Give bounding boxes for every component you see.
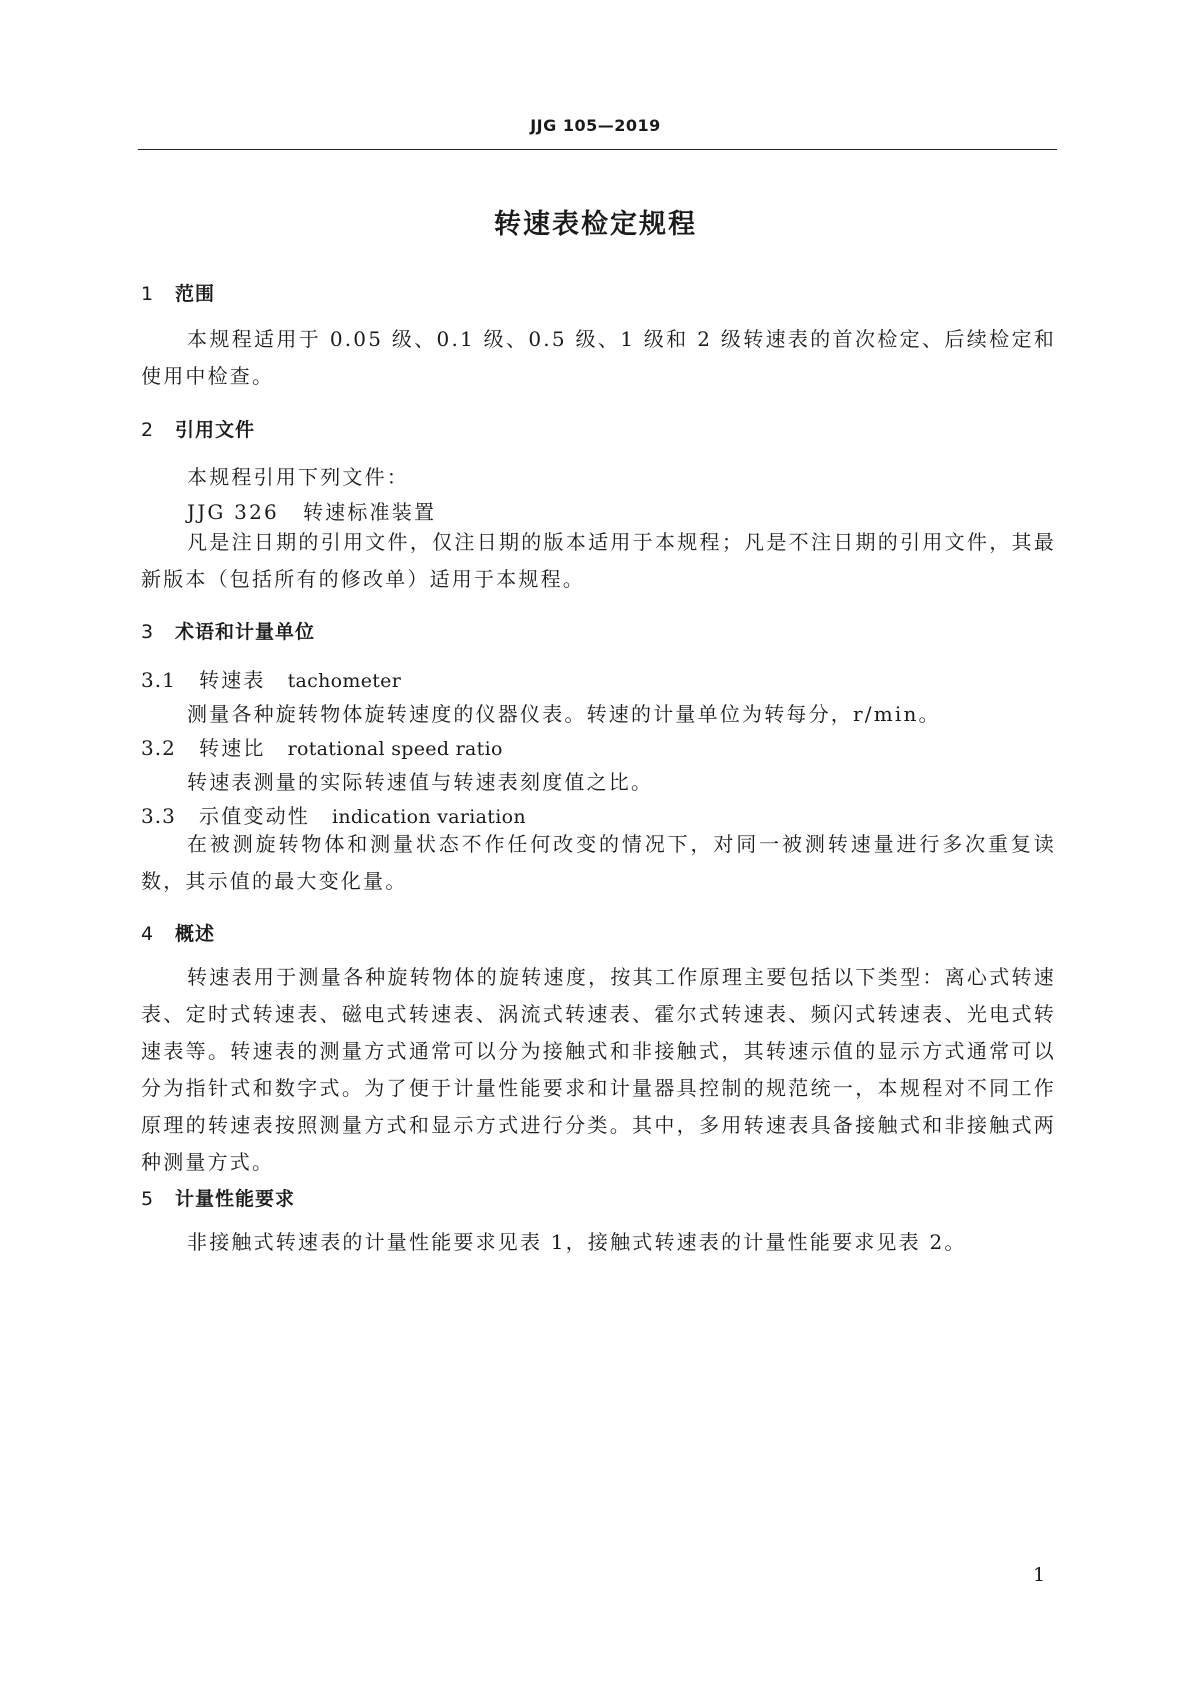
section-number: 4	[141, 923, 155, 945]
term-tachometer	[141, 664, 401, 693]
section-title: 计量性能要求	[175, 1188, 296, 1210]
section-2-heading	[141, 415, 255, 442]
section-title: 术语和计量单位	[175, 621, 316, 643]
document-title: 转速表检定规程	[494, 209, 697, 240]
section-3-heading	[141, 617, 315, 644]
term-definition: 转速表测量的实际转速值与转速表刻度值之比。	[187, 770, 654, 794]
term-number: 3.1	[141, 668, 176, 692]
reference-code: JJG 326	[187, 500, 279, 524]
reference-entry	[187, 496, 436, 525]
term-speed-ratio	[141, 732, 503, 761]
section-number: 1	[141, 283, 155, 305]
term-number: 3.3	[141, 804, 176, 828]
page-header-standard-code: JJG 105—2019	[530, 116, 661, 135]
page-number: 1	[1033, 1564, 1046, 1586]
section-title: 范围	[175, 283, 216, 305]
term-en: indication variation	[332, 806, 526, 828]
section-4-heading	[141, 919, 215, 946]
term-zh: 转速表	[199, 668, 266, 692]
term-en: rotational speed ratio	[287, 738, 503, 760]
section-1-paragraph: 本规程适用于 0.05 级、0.1 级、0.5 级、1 级和 2 级转速表的首次检定、后续检定和使用中检查。	[141, 327, 1056, 388]
header-divider	[138, 149, 1057, 150]
term-en: tachometer	[287, 670, 402, 692]
section-1-heading	[141, 279, 215, 306]
term-definition: 测量各种旋转物体旋转速度的仪器仪表。转速的计量单位为转每分，r/min。	[187, 702, 941, 726]
section-5-heading	[141, 1184, 295, 1211]
reference-name: 转速标准装置	[302, 500, 437, 524]
section-number: 2	[141, 419, 155, 441]
term-number: 3.2	[141, 736, 176, 760]
section-4-paragraph: 转速表用于测量各种旋转物体的旋转速度，按其工作原理主要包括以下类型：离心式转速表、定时式转速表、磁电式转速表、涡流式转速表、霍尔式转速表、频闪式转速表、光电式转速表等。转速表的测量方式通常可以分为接触式和非接触式，其转速示值的显示方式通常可以分为指针式和数字式。为了便于计量性能要求和计量器具控制的规范统一，本规程对不同工作原理的转速表按照测量方式和显示方式进行分类。其中，多用转速表具备接触式和非接触式两种测量方式。	[141, 965, 1056, 1174]
section-title: 引用文件	[175, 419, 256, 441]
term-definition: 在被测旋转物体和测量状态不作任何改变的情况下，对同一被测转速量进行多次重复读数，其示值的最大变化量。	[141, 832, 1056, 893]
term-zh: 转速比	[199, 736, 266, 760]
section-number: 5	[141, 1188, 155, 1210]
term-zh: 示值变动性	[199, 804, 310, 828]
section-number: 3	[141, 621, 155, 643]
term-indication-variation	[141, 800, 526, 829]
references-intro: 本规程引用下列文件：	[187, 465, 409, 489]
section-title: 概述	[175, 923, 216, 945]
section-5-paragraph: 非接触式转速表的计量性能要求见表 1，接触式转速表的计量性能要求见表 2。	[187, 1230, 967, 1254]
references-note: 凡是注日期的引用文件，仅注日期的版本适用于本规程；凡是不注日期的引用文件，其最新版本（包括所有的修改单）适用于本规程。	[141, 530, 1056, 591]
